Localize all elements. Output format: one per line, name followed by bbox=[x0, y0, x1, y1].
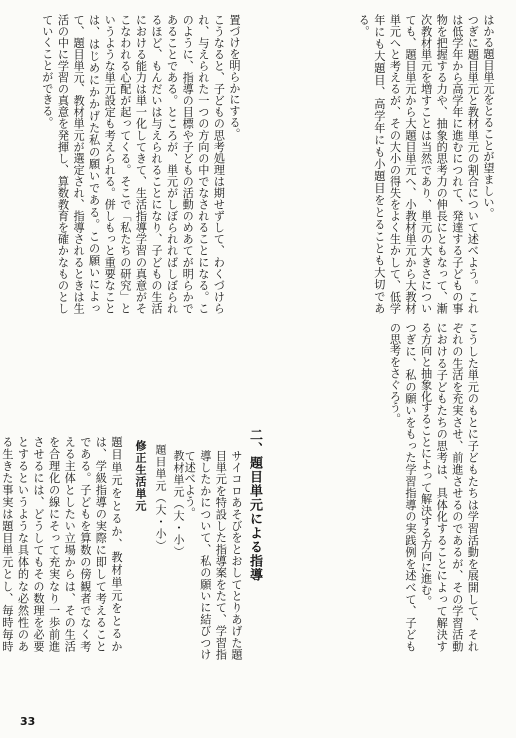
right-column-top-text: はかる題目単元をとることが望ましい。 つぎに題目単元と教材単元の割合について述べよう。これは低学年から高学年に進むにつれて、発達する子どもの事物を把握する力や、抽象的思考力の伸長にともなって、漸次教材単元を増すことは当然であり、単元の大きさについても、題目単元から大題目単元へ、小教材単元から大教材単元へと考えるが、その大小の得失をよく生かして、低学年にも大題目、高学年にも小題目をとることも大切である。 bbox=[357, 14, 495, 314]
right-column-end-text: サイコロあそびをとおしてとりあげた題目単元を特設した指導案をたて、学習指導したかについて、私の願いに結びつけて述べよう。 bbox=[183, 450, 243, 660]
unit-classification-formula bbox=[126, 440, 200, 590]
formula-row-material-unit: 教材単元（大・小） bbox=[172, 450, 185, 558]
formula-title: 修正生活単元 bbox=[134, 440, 147, 512]
page-number: 33 bbox=[20, 715, 36, 728]
left-column-top-text: 置づけを明らかにする。 こうなると、子どもの思考処理は期せずして、わくづけられ、与えられた一つの方向の中でなされることになる。このように、指導の目標や子どもの活動のめあてが明らかであることである。ところが、単元がしぼられればしぼられるほど、もんだいは与えられることになり、子どもの生活における能力は単一化してきて、生活指導学習の真意がそこなわれる心配が起ってくる。そこで「私たちの研究」というような単元設定も考えられる。併しもっと重要なことは、はじめにかかげた私の願いである。この願いによって、題目単元、教材単元が選定され、指導されるときは生活の中に学習の真意を発揮し、算数教育を確かなものとしていくことができる。 bbox=[40, 14, 241, 314]
right-column-bottom-text bbox=[264, 322, 496, 652]
section-heading: 二、題目単元による指導 bbox=[247, 428, 262, 582]
formula-row-topic-unit: 題目単元（大・小） bbox=[154, 444, 167, 552]
left-column-bottom-text: 題目単元をとるか、教材単元をとるかは、学級指導の実際に即して考えることである。子どもを算数の傍観者でなく考える主体としたい立場からは、その生活を合理化の線にそって充実なり一歩前進させるには、どうしてもその数理を必要とするというような具体的な必然性のある生きた事実は題目単元とし、毎時毎時 bbox=[0, 436, 123, 652]
right-column-bottom-body: こうした単元のもとに子どもたちは学習活動を展開して、それぞれの生活を充実させ、前進させるのであるが、その学習活動における子どもたちの思考は、具体化することによって解決する方向と抽象化することによって解決する方向に進む。 つぎに、私の願いをもった学習指導の実践例を述べて、子どもの思考をさぐろう。 bbox=[388, 322, 480, 652]
